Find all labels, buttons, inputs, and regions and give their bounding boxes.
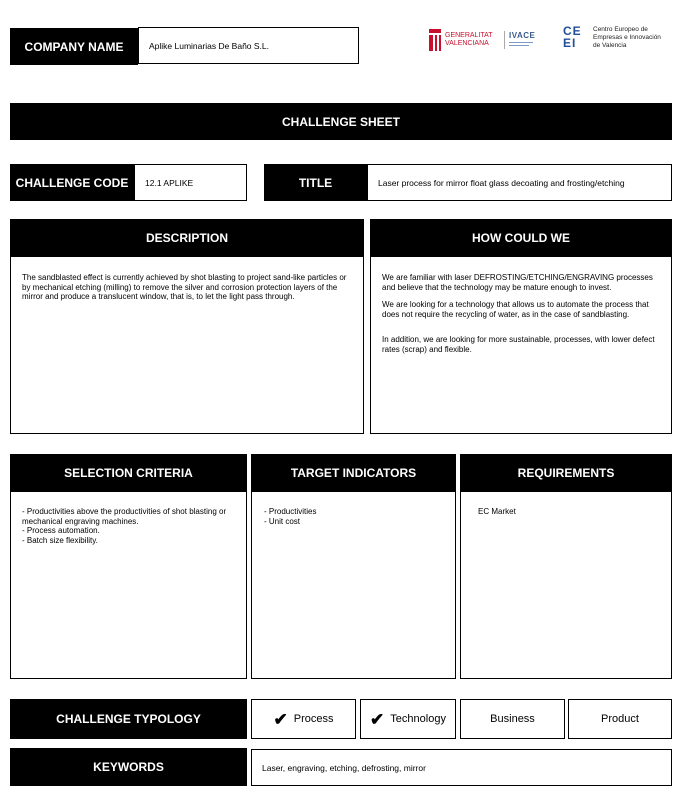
ceei-logo <box>563 25 675 53</box>
ivace-text: IVACE <box>509 31 536 40</box>
checkmark-icon: ✔ <box>273 709 288 729</box>
typology-process-checkbox[interactable] <box>251 699 356 739</box>
target-indicators-body <box>251 491 456 679</box>
target-indicator-line: - Unit cost <box>264 516 301 526</box>
how-could-we-paragraph: We are looking for a technology that allows us to automate the process that does not require the recycling of water, as in the case of sandblasting. <box>382 300 649 319</box>
selection-criteria-body <box>10 491 247 679</box>
typology-option-label: Process <box>293 713 334 725</box>
typology-technology-checkbox[interactable] <box>360 699 456 739</box>
ceei-letters: CEEI <box>563 24 582 50</box>
typology-option-label: Product <box>601 713 639 725</box>
selection-criteria-line: - Productivities above the productivities of shot blasting or mechanical engraving machines. <box>22 507 227 526</box>
title-label: TITLE <box>264 164 367 201</box>
ceei-line1: Centro Europeo de <box>593 26 648 33</box>
how-could-we-paragraph: In addition, we are looking for more sustainable, processes, with lower defect rates (scrap) and flexible. <box>382 335 655 354</box>
gva-line1: GENERALITAT <box>445 32 493 39</box>
challenge-code-label: CHALLENGE CODE <box>10 164 134 201</box>
target-indicator-line: - Productivities <box>264 507 317 516</box>
target-indicators-header: TARGET INDICATORS <box>251 454 456 491</box>
selection-criteria-header: SELECTION CRITERIA <box>10 454 247 491</box>
company-name-value: Aplike Luminarias De Baño S.L. <box>138 27 359 64</box>
how-could-we-body <box>370 256 672 434</box>
requirements-header: REQUIREMENTS <box>460 454 672 491</box>
ivace-logo <box>504 31 536 49</box>
description-header: DESCRIPTION <box>10 219 364 256</box>
ceei-line2: Empresas e Innovación <box>593 34 661 41</box>
company-name-label: COMPANY NAME <box>10 28 138 65</box>
typology-option-label: Business <box>490 713 535 725</box>
requirement-line: EC Market <box>478 507 516 516</box>
keywords-value: Laser, engraving, etching, defrosting, mirror <box>251 749 672 786</box>
challenge-code-value: 12.1 APLIKE <box>134 164 247 201</box>
typology-business-checkbox[interactable] <box>460 699 565 739</box>
how-could-we-paragraph: We are familiar with laser DEFROSTING/ETCHING/ENGRAVING processes and believe that the technology may be mature enough to invest. <box>382 273 653 292</box>
description-text: The sandblasted effect is currently achieved by shot blasting to project sand-like particles or by mechanical etching (milling) to remove the silver and corrosion protection layers of the mirror and produce a translucent window, that is, to let the light pass through. <box>22 273 347 301</box>
title-value: Laser process for mirror float glass decoating and frosting/etching <box>367 164 672 201</box>
requirements-body <box>460 491 672 679</box>
gva-emblem-icon <box>428 28 442 52</box>
selection-criteria-line: - Process automation. <box>22 526 100 535</box>
checkmark-icon: ✔ <box>370 709 385 729</box>
selection-criteria-line: - Batch size flexibility. <box>22 535 98 545</box>
keywords-label: KEYWORDS <box>10 748 247 786</box>
typology-product-checkbox[interactable] <box>568 699 672 739</box>
generalitat-valenciana-logo <box>428 27 500 53</box>
gva-line2: VALENCIANA <box>445 40 489 47</box>
how-could-we-header: HOW COULD WE <box>370 219 672 256</box>
challenge-sheet-title: CHALLENGE SHEET <box>10 103 672 140</box>
typology-option-label: Technology <box>390 713 446 725</box>
challenge-typology-label: CHALLENGE TYPOLOGY <box>10 699 247 739</box>
ceei-line3: de Valencia <box>593 42 627 49</box>
description-body <box>10 256 364 434</box>
